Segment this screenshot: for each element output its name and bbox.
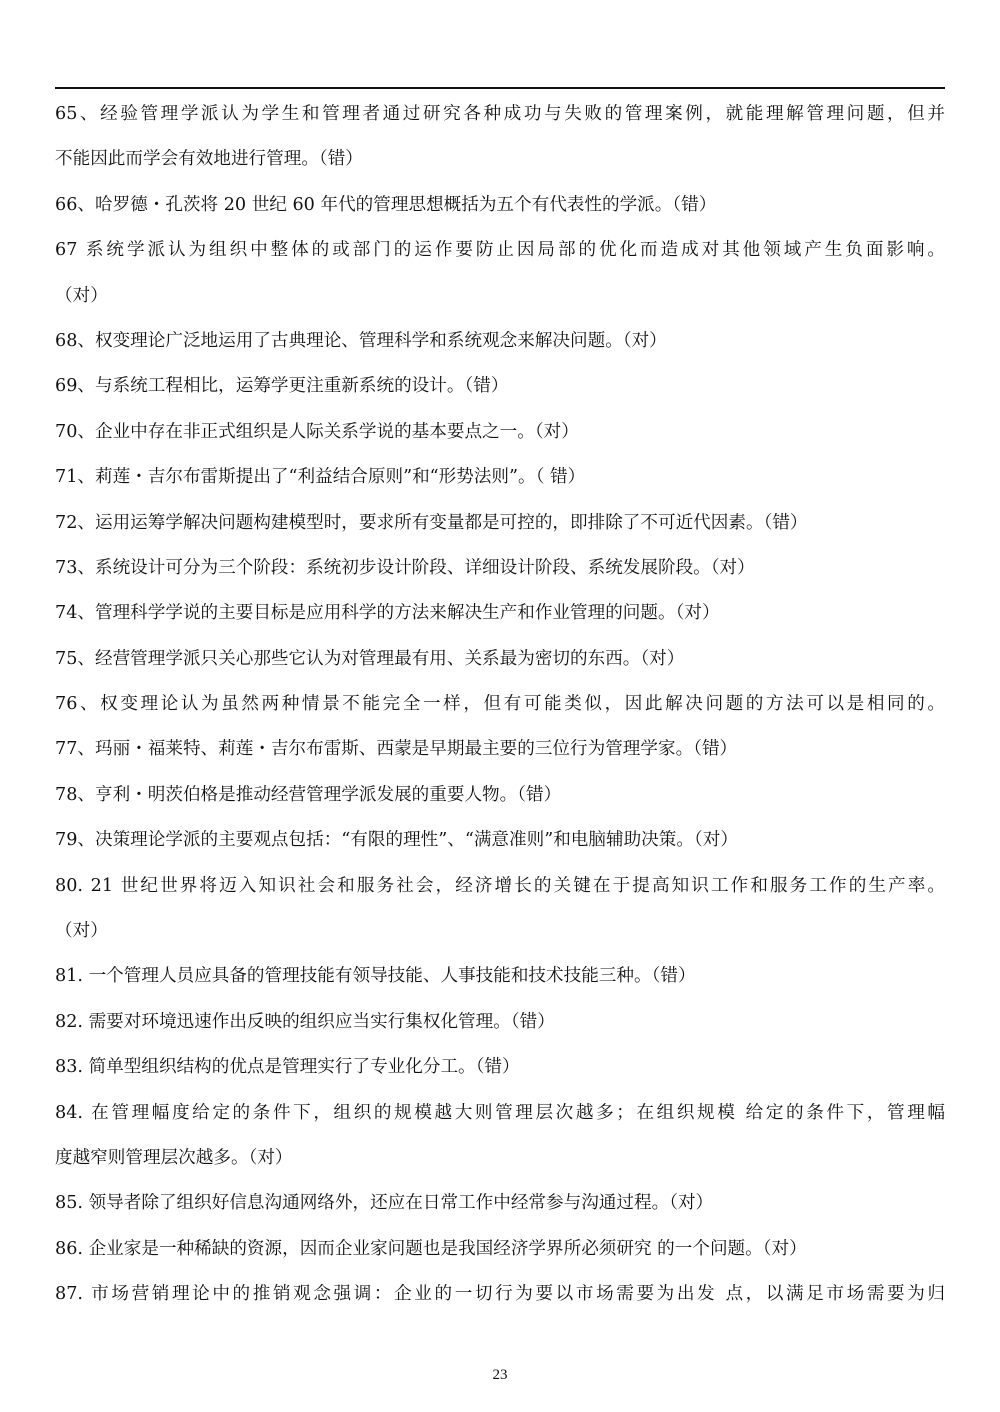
text-line: 65、经验管理学派认为学生和管理者通过研究各种成功与失败的管理案例，就能理解管理问题，但并 [55, 104, 945, 124]
text-line: （对） [55, 921, 108, 942]
text-line: 87. 市场营销理论中的推销观念强调：企业的一切行为要以市场需要为出发 点，以满足市场需要为归 [55, 1284, 945, 1305]
text-line: 76、权变理论认为虽然两种情景不能完全一样，但有可能类似，因此解决问题的方法可以是相同的。 [55, 694, 945, 715]
text-line: 度越窄则管理层次越多。（对） [55, 1147, 293, 1168]
text-line: 85. 领导者除了组织好信息沟通网络外，还应在日常工作中经常参与沟通过程。（对） [55, 1193, 714, 1214]
text-line: （对） [55, 285, 108, 306]
text-line: 67 系统学派认为组织中整体的或部门的运作要防止因局部的优化而造成对其他领域产生负面影响。 [55, 240, 945, 261]
text-line: 75、经营管理学派只关心那些它认为对管理最有用、关系最为密切的东西。（对） [55, 648, 685, 669]
text-line: 81. 一个管理人员应具备的管理技能有领导技能、人事技能和技术技能三种。（错） [55, 966, 696, 987]
text-line: 80. 21 世纪世界将迈入知识社会和服务社会，经济增长的关键在于提高知识工作和服务工作的生产率。 [55, 875, 945, 896]
document-body [55, 92, 945, 1318]
text-line: 79、决策理论学派的主要观点包括：“有限的理性”、“满意准则”和电脑辅助决策。（对） [55, 830, 738, 851]
text-line: 86. 企业家是一种稀缺的资源，因而企业家问题也是我国经济学界所必须研究 的一个问题。（对） [55, 1238, 807, 1259]
text-line: 71、莉莲・吉尔布雷斯提出了“利益结合原则”和“形势法则”。（ 错） [55, 467, 586, 488]
text-line: 77、玛丽・福莱特、莉莲・吉尔布雷斯、西蒙是早期最主要的三位行为管理学家。（错） [55, 739, 738, 760]
text-line: 72、运用运筹学解决问题构建模型时，要求所有变量都是可控的，即排除了不可近代因素。（错） [55, 512, 808, 533]
text-line: 73、系统设计可分为三个阶段：系统初步设计阶段、详细设计阶段、系统发展阶段。（对） [55, 557, 755, 578]
header-rule [55, 87, 945, 89]
text-line: 78、亨利・明茨伯格是推动经营管理学派发展的重要人物。（错） [55, 784, 562, 805]
text-line: 69、与系统工程相比，运筹学更注重新系统的设计。（错） [55, 376, 509, 397]
text-line: 82. 需要对环境迅速作出反映的组织应当实行集权化管理。（错） [55, 1011, 555, 1032]
text-line: 不能因此而学会有效地进行管理。（错） [55, 149, 363, 170]
text-line: 84. 在管理幅度给定的条件下，组织的规模越大则管理层次越多；在组织规模 给定的条件下，管理幅 [55, 1102, 945, 1123]
text-line: 83. 简单型组织结构的优点是管理实行了专业化分工。（错） [55, 1057, 520, 1078]
text-line: 70、企业中存在非正式组织是人际关系学说的基本要点之一。（对） [55, 421, 579, 442]
text-line: 74、管理科学学说的主要目标是应用科学的方法来解决生产和作业管理的问题。（对） [55, 603, 720, 624]
text-line: 68、权变理论广泛地运用了古典理论、管理科学和系统观念来解决问题。（对） [55, 330, 667, 351]
text-line: 66、哈罗德・孔茨将 20 世纪 60 年代的管理思想概括为五个有代表性的学派。（错） [55, 194, 717, 215]
page-number: 23 [492, 1367, 508, 1383]
